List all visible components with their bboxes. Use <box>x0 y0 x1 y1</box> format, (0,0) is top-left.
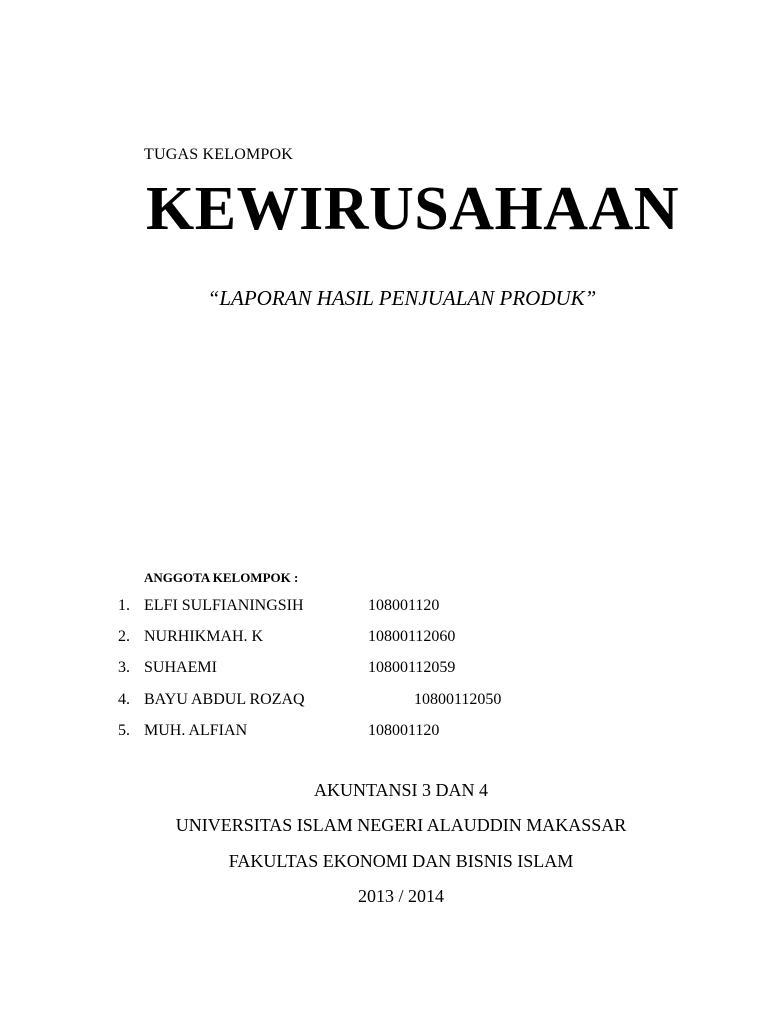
member-number: 1. <box>118 597 130 614</box>
university-name: UNIVERSITAS ISLAM NEGERI ALAUDDIN MAKASSAR <box>175 815 627 835</box>
document-subtitle: “LAPORAN HASIL PENJUALAN PRODUK” <box>207 286 597 310</box>
faculty-name: FAKULTAS EKONOMI DAN BISNIS ISLAM <box>228 851 574 871</box>
member-id: 10800112060 <box>368 628 456 645</box>
member-id: 108001120 <box>368 597 440 614</box>
member-name: NURHIKMAH. K <box>144 628 264 645</box>
member-id: 10800112059 <box>368 659 456 676</box>
member-name: BAYU ABDUL ROZAQ <box>144 691 305 708</box>
member-id: 108001120 <box>368 722 440 739</box>
document-title: KEWIRUSAHAAN <box>146 175 680 243</box>
class-name: AKUNTANSI 3 DAN 4 <box>313 780 489 800</box>
members-heading: ANGGOTA KELOMPOK : <box>144 570 299 585</box>
member-name: SUHAEMI <box>144 659 217 676</box>
member-number: 2. <box>118 628 130 645</box>
member-number: 5. <box>118 722 130 739</box>
member-name: MUH. ALFIAN <box>144 722 248 739</box>
member-number: 3. <box>118 659 130 676</box>
academic-year: 2013 / 2014 <box>357 886 444 906</box>
member-id: 10800112050 <box>414 691 502 708</box>
assignment-label: TUGAS KELOMPOK <box>144 146 294 163</box>
member-number: 4. <box>118 691 130 708</box>
member-name: ELFI SULFIANINGSIH <box>144 597 304 614</box>
